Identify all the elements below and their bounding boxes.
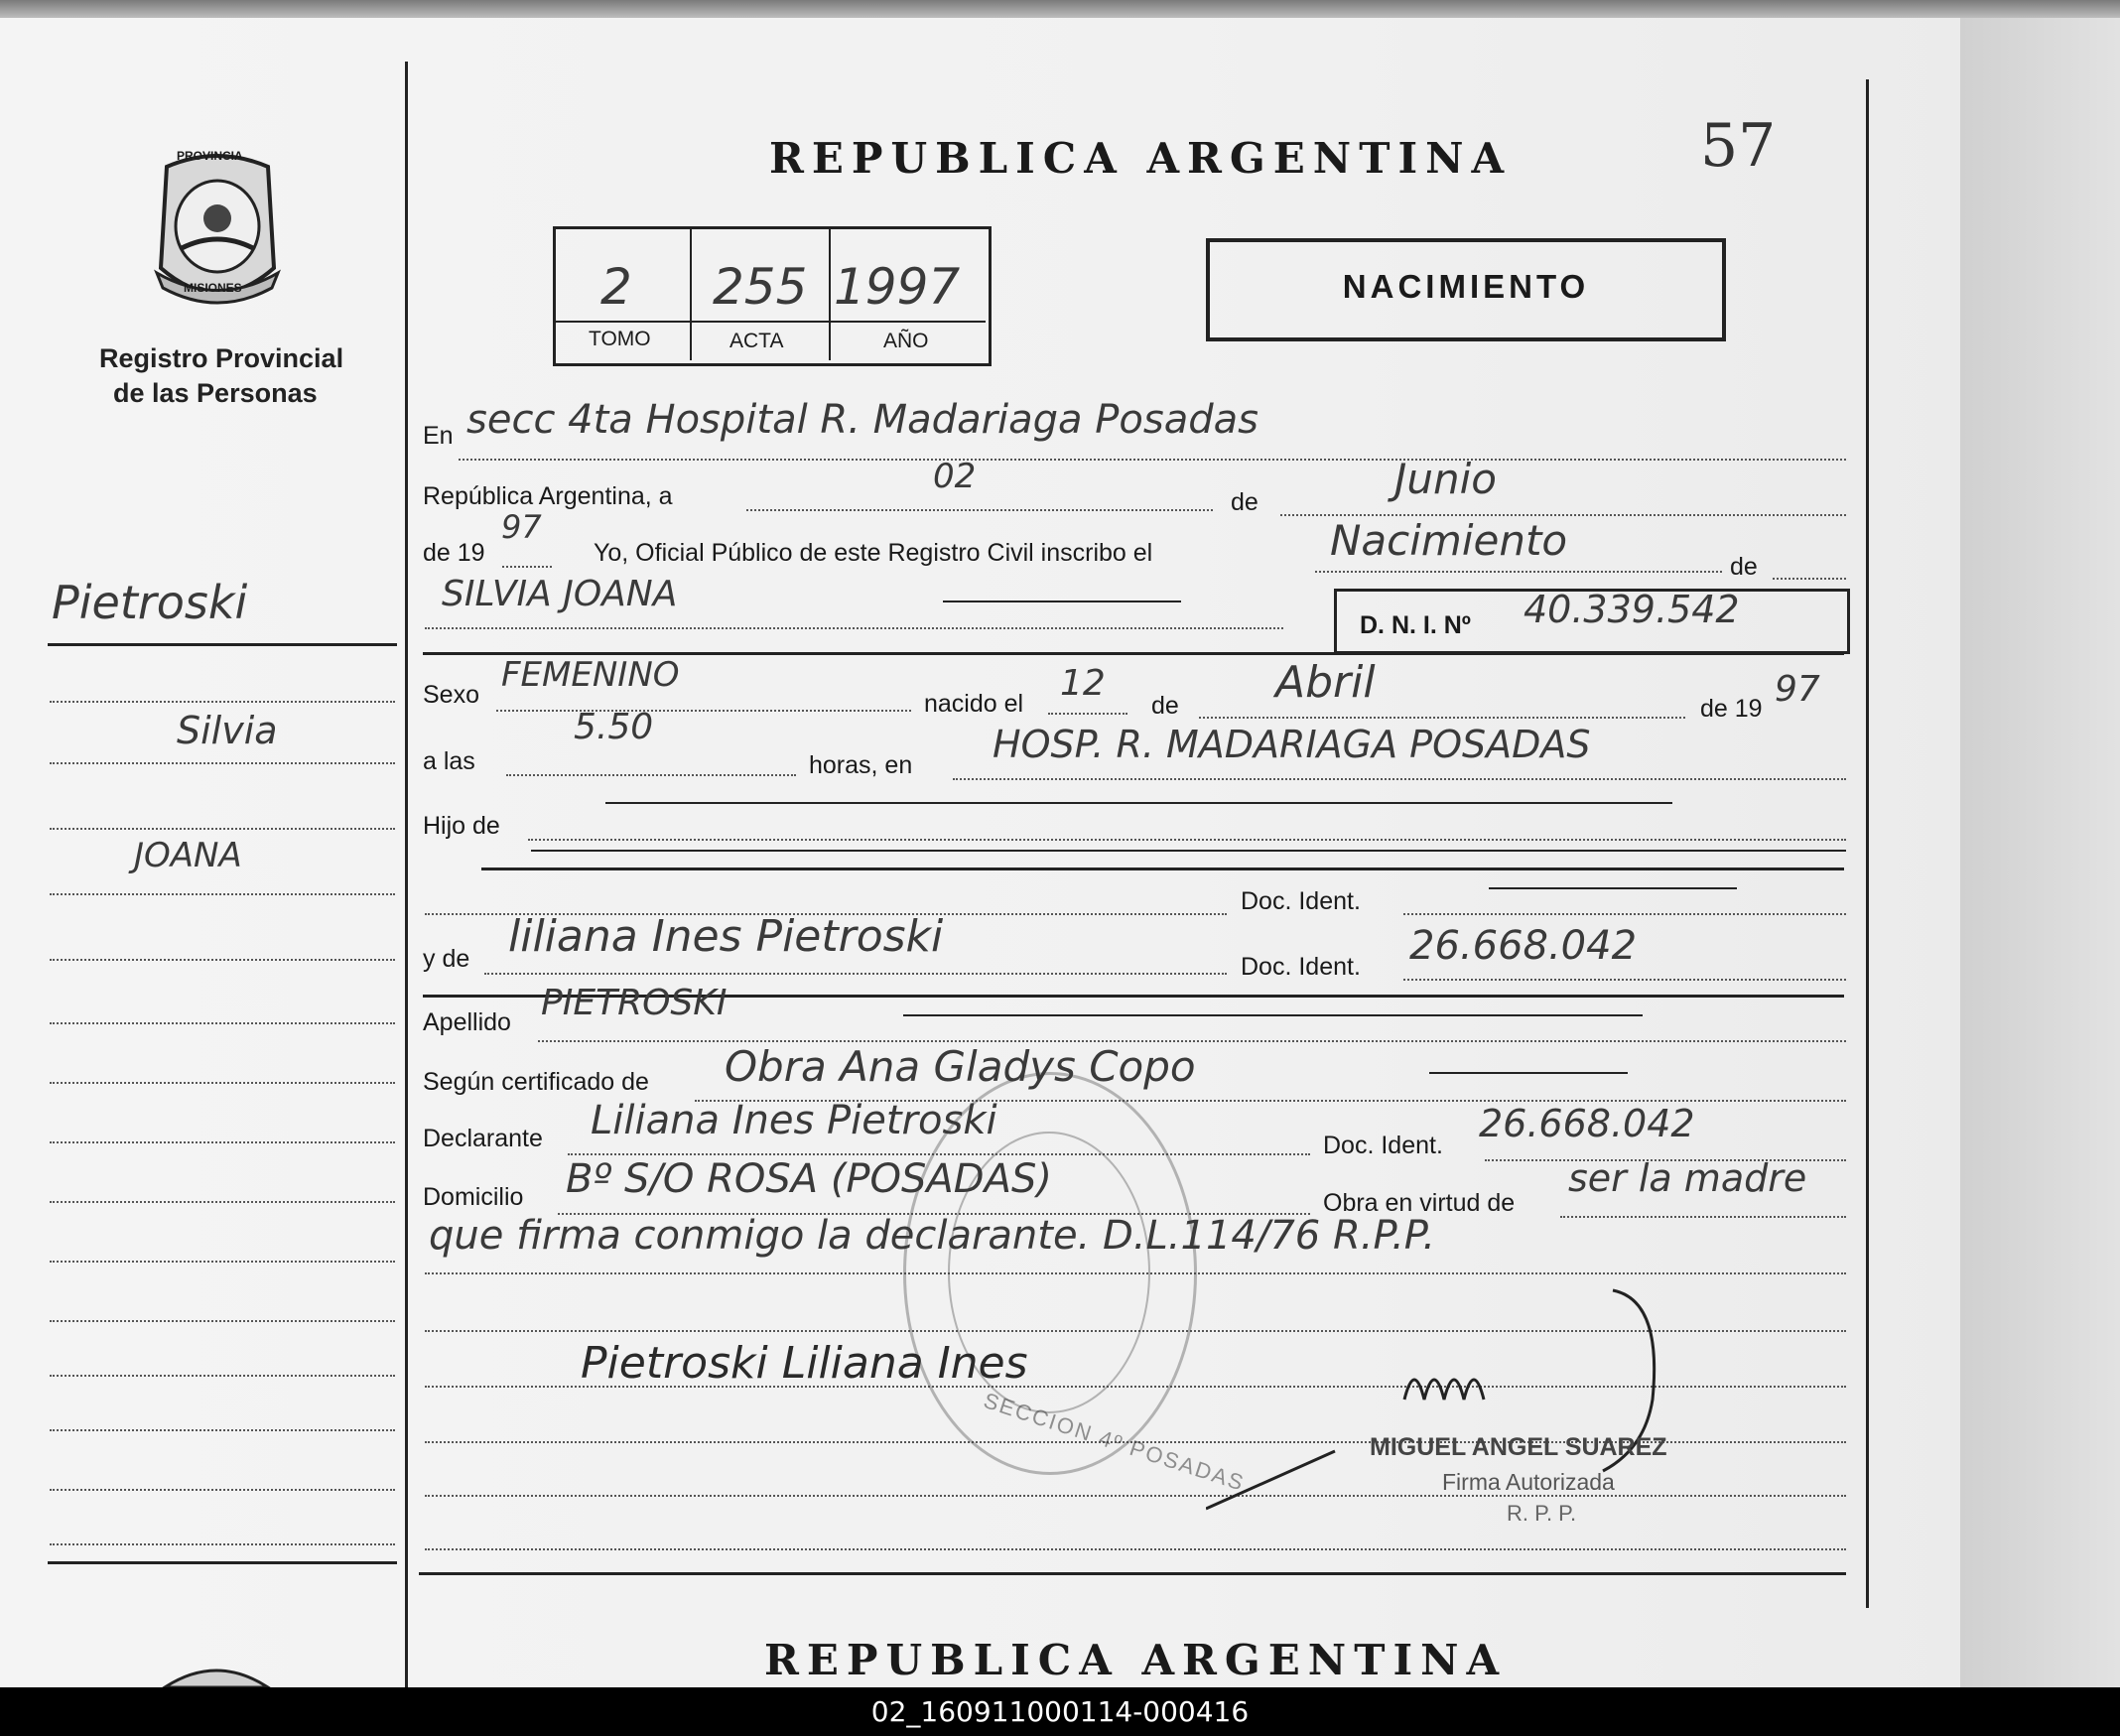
next-page-title: REPUBLICA ARGENTINA [764,1636,1508,1684]
record-box-divider [829,229,831,360]
value-birth-month: Abril [1275,657,1376,708]
strike-line [1429,1072,1628,1074]
dotted-line [1403,979,1846,981]
declarant-signature: Pietroski Liliana Ines [581,1338,1028,1389]
value-birth-year-suffix: 97 [1775,669,1820,710]
value-act: Nacimiento [1330,516,1568,565]
label-obra-virtud: Obra en virtud de [1323,1189,1516,1217]
value-dni: 40.339.542 [1524,588,1740,631]
margin-dotted-line [50,1022,395,1024]
label-a-las: a las [423,747,475,775]
value-month: Junio [1394,455,1497,503]
dotted-line [1315,571,1722,573]
dotted-line [502,566,552,568]
emblem-top-text: PROVINCIA [177,149,243,163]
official-name: MIGUEL ANGEL SUAREZ [1370,1433,1667,1461]
margin-dotted-line [50,1489,395,1491]
margin-name2: JOANA [134,836,242,875]
page-number: 57 [1700,111,1777,181]
dotted-line [1048,713,1127,715]
record-type: NACIMIENTO [1342,268,1590,305]
scan-top-edge [0,0,2120,18]
label-sexo: Sexo [423,681,479,709]
label-hijo-de: Hijo de [423,812,500,840]
registry-name-line2: de las Personas [113,378,318,408]
strike-line [531,850,1846,852]
margin-surname: Pietroski [52,576,248,629]
dotted-line [496,710,911,712]
tomo-label: TOMO [589,328,651,350]
margin-dotted-line [50,1082,395,1084]
label-horas-en: horas, en [809,751,913,779]
strike-line [943,601,1181,602]
right-border [1866,79,1869,1608]
official-office: R. P. P. [1507,1501,1577,1526]
page-title: REPUBLICA ARGENTINA [769,134,1513,183]
margin-dotted-line [50,828,395,830]
dotted-line [746,509,1213,511]
label-yo-oficial: Yo, Oficial Público de este Registro Civil inscribo el [594,539,1153,567]
strike-line [1489,887,1737,889]
margin-rule-bottom [48,1561,397,1564]
label-nacido-el: nacido el [924,690,1024,718]
strike-line [481,868,1844,870]
dotted-line [484,973,1227,975]
page-bottom-rule [419,1572,1846,1575]
label-de: de [1231,488,1259,516]
strike-line [903,1014,1643,1016]
dotted-line [528,839,1846,841]
label-doc-ident-mother: Doc. Ident. [1241,953,1361,981]
label-dni: D. N. I. Nº [1360,611,1471,639]
margin-dotted-line [50,1375,395,1377]
label-republica-a: República Argentina, a [423,482,673,510]
margin-dotted-line [50,959,395,961]
label-doc-ident: Doc. Ident. [1241,887,1361,915]
dotted-line [425,1548,1846,1550]
strike-line [605,802,1672,804]
label-domicilio: Domicilio [423,1183,524,1211]
label-doc-ident-declarante: Doc. Ident. [1323,1132,1443,1159]
margin-dotted-line [50,701,395,703]
label-de-19b: de 19 [1700,695,1763,723]
margin-dotted-line [50,1429,395,1431]
ano-value: 1997 [834,258,961,316]
ano-label: AÑO [883,330,929,352]
margin-dotted-line [50,1261,395,1263]
label-declarante: Declarante [423,1125,543,1152]
dotted-line [1773,578,1846,580]
tomo-value: 2 [600,258,632,316]
value-sexo: FEMENINO [501,655,680,695]
value-birth-day: 12 [1060,663,1106,704]
margin-dotted-line [50,762,395,764]
value-obra-virtud: ser la madre [1568,1156,1807,1200]
official-role: Firma Autorizada [1442,1469,1615,1495]
acta-label: ACTA [729,330,784,352]
margin-dotted-line [50,1320,395,1322]
acta-value: 255 [713,258,808,316]
value-declarante-doc: 26.668.042 [1479,1102,1695,1145]
registry-name-line1: Registro Provincial [99,343,344,373]
label-apellido: Apellido [423,1008,511,1036]
margin-dotted-line [50,1201,395,1203]
value-day: 02 [933,457,977,496]
value-mother-doc: 26.668.042 [1409,923,1638,969]
dotted-line [1560,1216,1846,1218]
dotted-line [1403,913,1846,915]
record-box-underline [556,321,986,323]
label-de-19: de 19 [423,539,485,567]
dotted-line [425,627,1283,629]
value-birth-place: HOSP. R. MADARIAGA POSADAS [993,723,1591,766]
value-firma-line: que firma conmigo la declarante. D.L.114/76 R.P.P. [429,1213,1436,1259]
scan-id-footer: 02_160911000114-000416 [0,1687,2120,1736]
record-box-divider [690,229,692,360]
province-emblem-next [157,1660,276,1687]
dotted-line [506,774,796,776]
emblem-bottom-text: MISIONES [184,281,242,295]
margin-dotted-line [50,893,395,895]
margin-name1: Silvia [177,709,278,752]
scan-right-edge [1960,18,2120,1687]
value-certificado: Obra Ana Gladys Copo [725,1042,1196,1091]
value-year-suffix: 97 [501,508,542,546]
margin-separator [405,62,408,1687]
value-declarante: Liliana Ines Pietroski [591,1098,997,1143]
margin-dotted-line [50,1141,395,1143]
label-y-de: y de [423,945,470,973]
margin-rule-top [48,643,397,646]
dotted-line [459,459,1846,461]
label-de-2: de [1730,553,1758,581]
dotted-line [1199,717,1685,719]
label-en: En [423,422,454,450]
value-child-name: SILVIA JOANA [442,574,678,614]
value-apellido: PIETROSKI [541,983,728,1023]
label-segun-certificado: Según certificado de [423,1068,649,1096]
margin-dotted-line [50,1543,395,1545]
dotted-line [953,778,1846,780]
value-mother: liliana Ines Pietroski [508,911,944,962]
label-de-3: de [1151,692,1179,720]
value-place: secc 4ta Hospital R. Madariaga Posadas [466,397,1259,443]
seal-bottom-text: SECCION 4º POSADAS [981,1388,1249,1496]
value-domicilio: Bº S/O ROSA (POSADAS) [566,1156,1052,1202]
value-hour: 5.50 [574,707,654,747]
